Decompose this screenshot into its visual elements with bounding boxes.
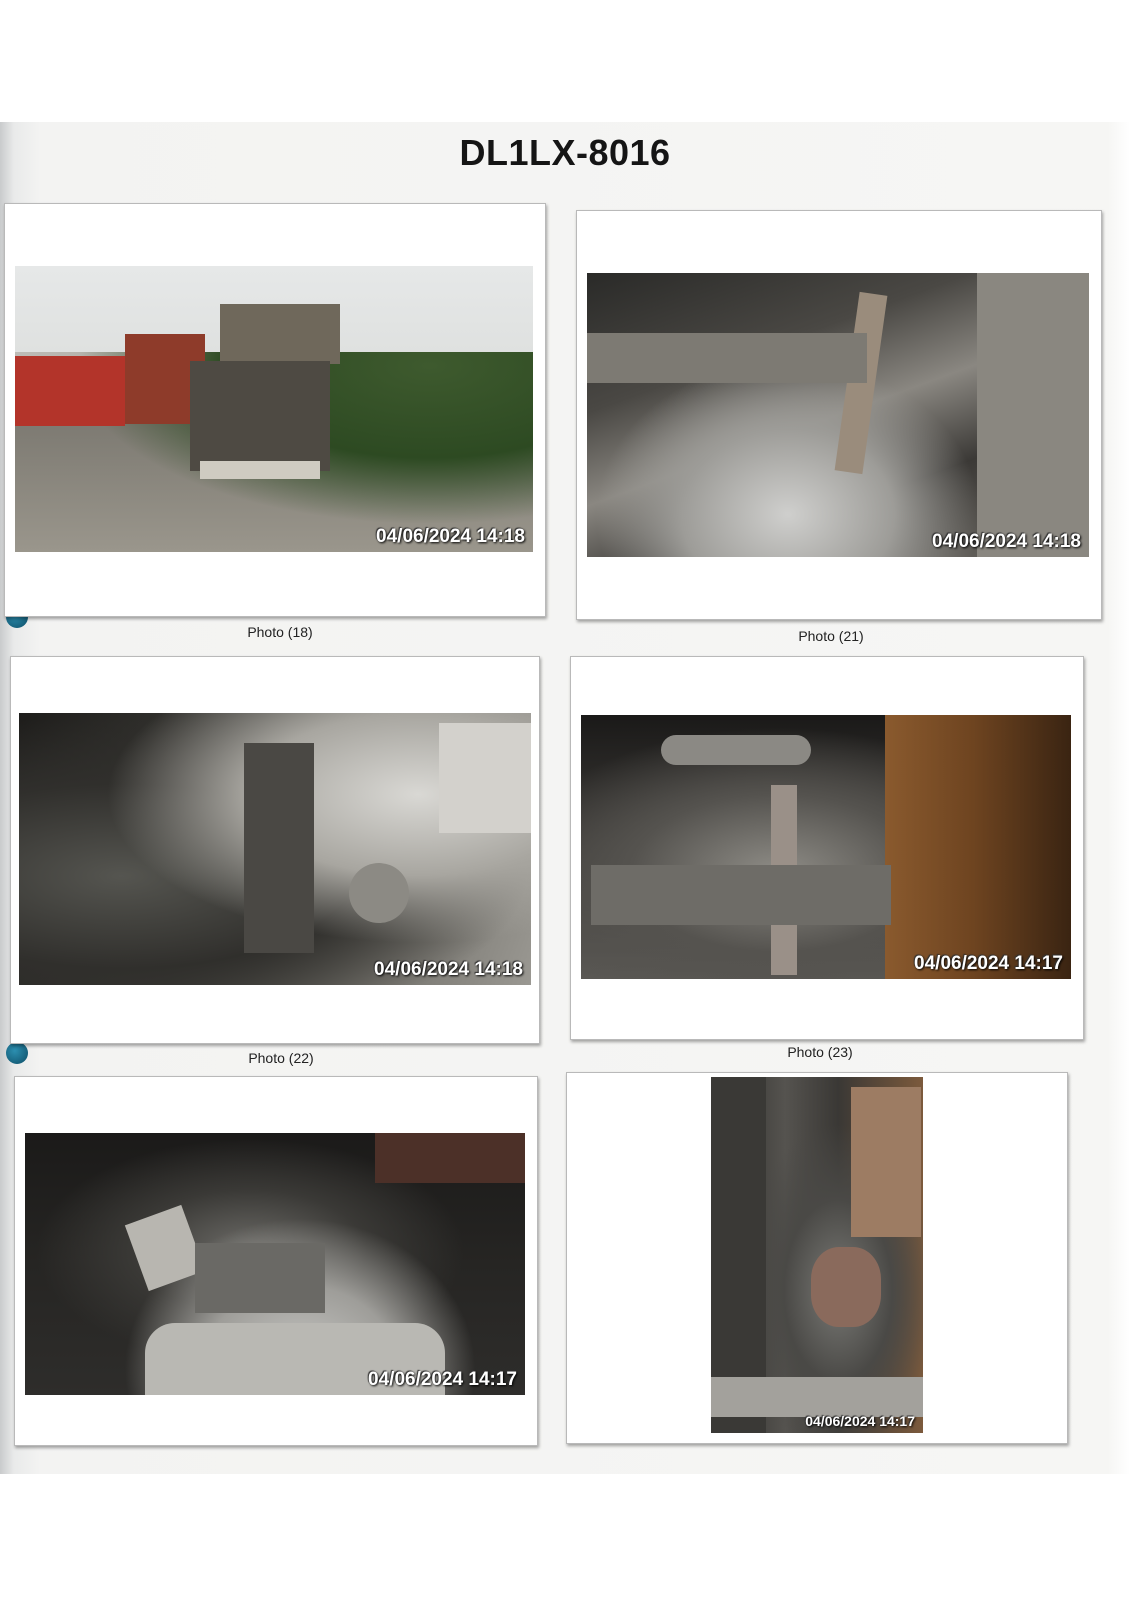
photo-card-21: [576, 210, 1102, 620]
frame-photo: [581, 715, 1071, 979]
photo-timestamp: 04/06/2024 14:17: [805, 1413, 915, 1429]
alternator-photo: [711, 1077, 923, 1433]
photo-card-6: [566, 1072, 1068, 1444]
binder-hole: [6, 1042, 28, 1064]
photo-timestamp: 04/06/2024 14:18: [376, 526, 525, 547]
photo-timestamp: 04/06/2024 14:17: [368, 1369, 517, 1390]
photo-timestamp: 04/06/2024 14:18: [932, 531, 1081, 552]
photo-caption: Photo (23): [787, 1044, 853, 1060]
photo-card-5: [14, 1076, 538, 1446]
photo-timestamp: 04/06/2024 14:17: [914, 953, 1063, 974]
photo-timestamp: 04/06/2024 14:18: [374, 959, 523, 980]
photo-caption: Photo (21): [798, 628, 864, 644]
photo-caption: Photo (18): [247, 624, 313, 640]
truck-photo: [15, 266, 533, 552]
vehicle-registration-title: DL1LX-8016: [459, 132, 671, 173]
photo-caption: Photo (22): [248, 1050, 314, 1066]
page-edge-shadow: [1108, 122, 1130, 1474]
photo-card-18: [4, 203, 546, 617]
engine-photo: [19, 713, 531, 985]
photo-card-23: [570, 656, 1084, 1040]
photo-card-22: [10, 656, 540, 1044]
chassis-photo: [587, 273, 1089, 557]
undercarriage-photo: [25, 1133, 525, 1395]
